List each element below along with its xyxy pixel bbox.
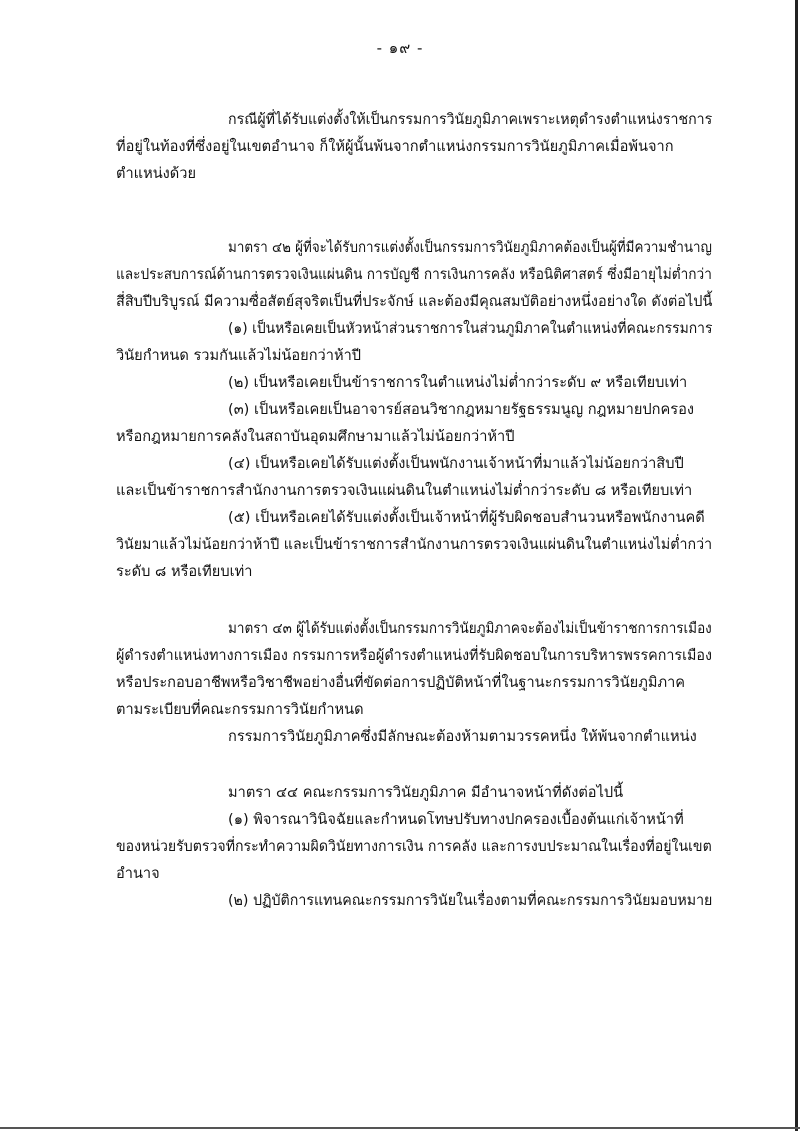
list-item-line: (๒) เป็นหรือเคยเป็นข้าราชการในตำแหน่งไม่ต่ำกว่าระดับ ๙ หรือเทียบเท่า	[228, 374, 688, 391]
section-heading-line: มาตรา ๔๒ ผู้ที่จะได้รับการแต่งตั้งเป็นกรรมการวินัยภูมิภาคต้องเป็นผู้ที่มีความชำนาญ	[228, 239, 712, 256]
section-heading-line: มาตรา ๔๓ ผู้ได้รับแต่งตั้งเป็นกรรมการวินัยภูมิภาคจะต้องไม่เป็นข้าราชการการเมือง	[228, 620, 712, 637]
scan-edge-bottom	[0, 1127, 800, 1129]
text-line: ตำแหน่งด้วย	[116, 165, 197, 182]
list-item-line: (๒) ปฏิบัติการแทนคณะกรรมการวินัยในเรื่องตามที่คณะกรรมการวินัยมอบหมาย	[228, 892, 713, 909]
list-item-line: (๑) พิจารณาวินิจฉัยและกำหนดโทษปรับทางปกครองเบื้องต้นแก่เจ้าหน้าที่	[228, 811, 684, 828]
text-line: และประสบการณ์ด้านการตรวจเงินแผ่นดิน การบัญชี การเงินการคลัง หรือนิติศาสตร์ ซึ่งมีอายุไม่ต่ำกว่า	[116, 266, 712, 283]
text-line: กรรมการวินัยภูมิภาคซึ่งมีลักษณะต้องห้ามตามวรรคหนึ่ง ให้พ้นจากตำแหน่ง	[228, 728, 697, 745]
scan-edge-right	[795, 0, 798, 1131]
section-heading-line: มาตรา ๔๔ คณะกรรมการวินัยภูมิภาค มีอำนาจหน้าที่ดังต่อไปนี้	[228, 784, 624, 801]
text-line: สี่สิบปีบริบูรณ์ มีความซื่อสัตย์สุจริตเป็นที่ประจักษ์ และต้องมีคุณสมบัติอย่างหนึ่งอย่างใด ดังต่อไปนี้	[116, 293, 713, 310]
list-item-line: (๑) เป็นหรือเคยเป็นหัวหน้าส่วนราชการในส่วนภูมิภาคในตำแหน่งที่คณะกรรมการ	[228, 320, 713, 337]
text-line: กรณีผู้ที่ได้รับแต่งตั้งให้เป็นกรรมการวินัยภูมิภาคเพราะเหตุดำรงตำแหน่งราชการ	[228, 111, 713, 128]
text-line: หรือกฎหมายการคลังในสถาบันอุดมศึกษามาแล้วไม่น้อยกว่าห้าปี	[116, 428, 515, 445]
list-item-line: (๔) เป็นหรือเคยได้รับแต่งตั้งเป็นพนักงานเจ้าหน้าที่มาแล้วไม่น้อยกว่าสิบปี	[228, 455, 684, 472]
text-line: วินัยกำหนด รวมกันแล้วไม่น้อยกว่าห้าปี	[116, 347, 362, 364]
text-line: ของหน่วยรับตรวจที่กระทำความผิดวินัยทางการเงิน การคลัง และการงบประมาณในเรื่องที่อยู่ในเขต	[116, 838, 712, 855]
text-line: ผู้ดำรงตำแหน่งทางการเมือง กรรมการหรือผู้ดำรงตำแหน่งที่รับผิดชอบในการบริหารพรรคการเมือง	[116, 647, 713, 664]
text-line: ที่อยู่ในท้องที่ซึ่งอยู่ในเขตอำนาจ ก็ให้ผู้นั้นพ้นจากตำแหน่งกรรมการวินัยภูมิภาคเมื่อพ้นจาก	[116, 138, 674, 155]
list-item-line: (๓) เป็นหรือเคยเป็นอาจารย์สอนวิชากฎหมายรัฐธรรมนูญ กฎหมายปกครอง	[228, 401, 694, 418]
text-line: ระดับ ๘ หรือเทียบเท่า	[116, 563, 253, 580]
text-line: หรือประกอบอาชีพหรือวิชาชีพอย่างอื่นที่ขัดต่อการปฏิบัติหน้าที่ในฐานะกรรมการวินัยภูมิภาค	[116, 674, 686, 691]
page-number: - ๑๙ -	[376, 39, 424, 57]
text-line: ตามระเบียบที่คณะกรรมการวินัยกำหนด	[116, 701, 364, 718]
text-line: อำนาจ	[116, 865, 160, 882]
list-item-line: (๕) เป็นหรือเคยได้รับแต่งตั้งเป็นเจ้าหน้าที่ผู้รับผิดชอบสำนวนหรือพนักงานคดี	[228, 509, 705, 526]
text-line: และเป็นข้าราชการสำนักงานการตรวจเงินแผ่นดินในตำแหน่งไม่ต่ำกว่าระดับ ๘ หรือเทียบเท่า	[116, 482, 693, 499]
text-line: วินัยมาแล้วไม่น้อยกว่าห้าปี และเป็นข้าราชการสำนักงานการตรวจเงินแผ่นดินในตำแหน่งไม่ต่ำกว่า	[116, 536, 713, 553]
